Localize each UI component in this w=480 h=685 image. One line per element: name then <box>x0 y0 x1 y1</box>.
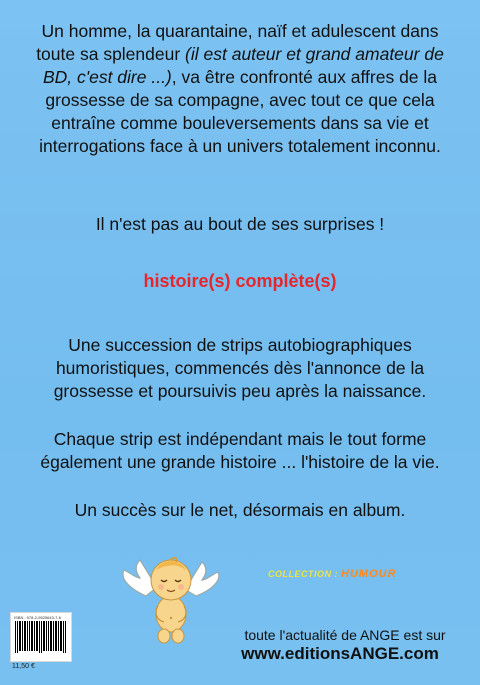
intro-italic-aside: (il est auteur et grand amateur de BD, c'est dire ...) <box>42 44 444 87</box>
succession-paragraph: Une succession de strips autobiographiques humoristiques, commencés dès l'annonce de la grossesse et poursuivis peu après la naissance. <box>53 335 427 401</box>
barcode-bars <box>15 621 69 657</box>
complete-stories-label: histoire(s) complète(s) <box>143 271 337 291</box>
intro-text-end: , va être confronté aux affres de la grossesse de sa compagne, avec tout ce que cela entraîne comme bouleversements dans sa vie et interrogations face à un univers totalement inconnu. <box>39 67 441 156</box>
chaque-strip-paragraph: Chaque strip est indépendant mais le tout forme également une grande histoire ... l'histoire de la vie. <box>40 429 440 472</box>
success-line: Un succès sur le net, désormais en album. <box>74 500 406 520</box>
website-url: www.editionsANGE.com <box>241 644 439 663</box>
collection-label <box>268 568 397 580</box>
collection-value: HUMOUR <box>341 568 397 580</box>
intro-paragraph <box>20 20 460 158</box>
cherub-angel-illustration <box>118 548 228 648</box>
isbn-barcode <box>10 612 72 662</box>
collection-key: COLLECTION : <box>268 569 338 579</box>
intro-text-start: Un homme, la quarantaine, naïf et adulescent dans toute sa splendeur <box>36 21 439 64</box>
news-tagline: toute l'actualité de ANGE est sur <box>244 627 446 643</box>
surprise-line: Il n'est pas au bout de ses surprises ! <box>95 214 385 234</box>
isbn-number: ISBN : 978-2-9525643-7-6 <box>14 615 61 620</box>
price-label: 11,50 € <box>12 663 35 670</box>
